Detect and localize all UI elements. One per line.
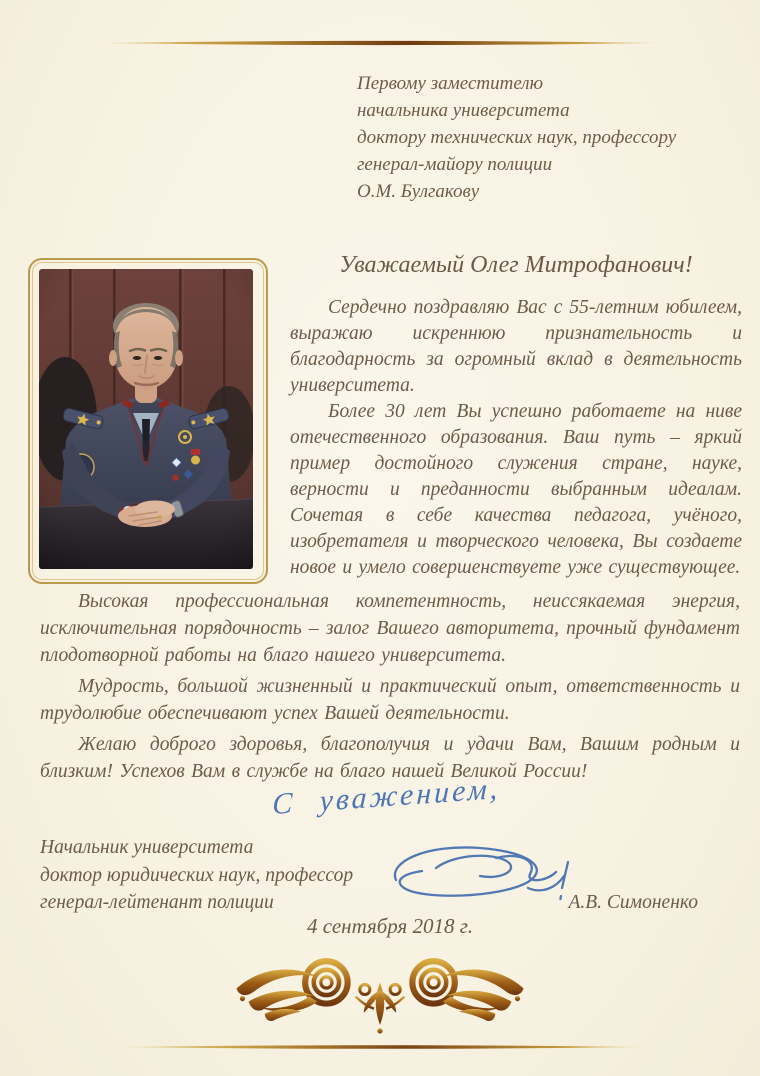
signatory-name: А.В. Симоненко	[568, 892, 698, 913]
recipient-line: О.М. Булгакову	[357, 181, 480, 202]
body-paragraph: Высокая профессиональная компетентность, неиссякаемая энергия, исключительная порядочность – залог Вашего авторитета, прочный фундамент плодотворной работы на благо нашего университета.	[40, 591, 740, 666]
letter-body-right-column	[290, 250, 742, 581]
signatory-title-line: Начальник университета	[40, 837, 254, 858]
recipient-block	[357, 70, 747, 205]
signatory-title-line: генерал-лейтенант полиции	[40, 892, 274, 913]
letter-date: 4 сентября 2018 г.	[307, 914, 473, 938]
body-paragraph: Более 30 лет Вы успешно работаете на ниве отечественного образования. Ваш путь – яркий пример достойного служения стране, науке, верности и преданности выбранным идеалам. Сочетая в себе качества педагога, учёного, изобретателя и творческого человека, Вы создаете новое и умело совершенствуете уже существующее.	[290, 401, 742, 578]
salutation: Уважаемый Олег Митрофанович!	[339, 252, 693, 278]
bottom-flourish-ornament	[228, 946, 532, 1037]
body-paragraph: Мудрость, большой жизненный и практический опыт, ответственность и трудолюбие обеспечивают успех Вашей деятельности.	[40, 676, 740, 724]
top-gold-rule	[0, 39, 760, 47]
recipient-line: генерал-майору полиции	[357, 154, 553, 175]
handwritten-closing: С уважением,	[271, 771, 501, 822]
portrait-photo	[39, 269, 253, 569]
signatory-title-line: доктор юридических наук, профессор	[40, 864, 354, 886]
photo-frame	[28, 258, 268, 584]
bottom-gold-rule	[0, 1043, 760, 1051]
recipient-line: начальника университета	[357, 100, 570, 121]
signatory-block	[40, 834, 740, 917]
recipient-line: Первому заместителю	[357, 73, 543, 94]
body-paragraph: Желаю доброго здоровья, благополучия и удачи Вам, Вашим родным и близким! Успехов Вам в службе на благо нашей Великой России!	[40, 734, 740, 782]
letter-body-full-width	[40, 588, 740, 785]
recipient-line: доктору технических наук, профессору	[357, 127, 677, 148]
body-paragraph: Сердечно поздравляю Вас с 55-летним юбилеем, выражаю искреннюю признательность и благодарность за огромный вклад в деятельность университета.	[290, 297, 742, 396]
